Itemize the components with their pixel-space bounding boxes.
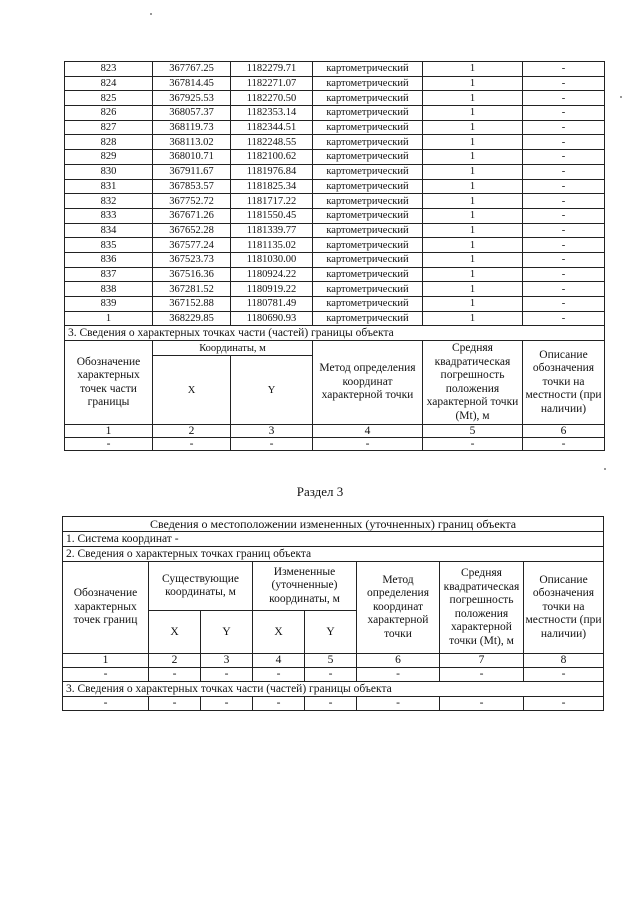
description-cell: - — [523, 150, 605, 165]
coord-y: 1182279.71 — [231, 62, 313, 77]
table2-section3-title: 3. Сведения о характерных точках части (частей) границы объекта — [63, 682, 604, 697]
point-number: 830 — [65, 164, 153, 179]
dash-cell: - — [440, 668, 524, 682]
coord-x: 367752.72 — [153, 194, 231, 209]
header-y: Y — [231, 356, 313, 425]
point-number: 835 — [65, 238, 153, 253]
dash-cell: - — [253, 668, 305, 682]
table-row — [65, 135, 605, 150]
dash-cell: - — [524, 668, 604, 682]
method-cell: картометрический — [313, 150, 423, 165]
coord-x: 367523.73 — [153, 252, 231, 267]
header-description: Описание обозначения точки на местности (при наличии) — [523, 341, 605, 425]
accuracy-cell: 1 — [423, 223, 523, 238]
description-cell: - — [523, 194, 605, 209]
coord-y: 1181135.02 — [231, 238, 313, 253]
point-number: 839 — [65, 297, 153, 312]
table2-title-row — [63, 517, 604, 532]
table-row — [65, 91, 605, 106]
method-cell: картометрический — [313, 194, 423, 209]
description-cell: - — [523, 238, 605, 253]
dash-cell: - — [523, 438, 605, 451]
col-number: 6 — [357, 654, 440, 668]
description-cell: - — [523, 91, 605, 106]
table-row — [65, 62, 605, 77]
table-row — [65, 267, 605, 282]
point-number: 823 — [65, 62, 153, 77]
description-cell: - — [523, 223, 605, 238]
table-row — [65, 238, 605, 253]
header-changed-x: X — [253, 611, 305, 654]
description-cell: - — [523, 297, 605, 312]
method-cell: картометрический — [313, 91, 423, 106]
table2-title: Сведения о местоположении измененных (уточненных) границ объекта — [63, 517, 604, 532]
coord-x: 367911.67 — [153, 164, 231, 179]
col-number: 6 — [523, 425, 605, 438]
table1-header-row1 — [65, 341, 605, 356]
table-row — [65, 164, 605, 179]
coord-x: 367577.24 — [153, 238, 231, 253]
accuracy-cell: 1 — [423, 179, 523, 194]
method-cell: картометрический — [313, 297, 423, 312]
coord-x: 367925.53 — [153, 91, 231, 106]
point-number: 829 — [65, 150, 153, 165]
coord-y: 1180924.22 — [231, 267, 313, 282]
dash-cell: - — [313, 438, 423, 451]
description-cell: - — [523, 120, 605, 135]
coord-x: 367853.57 — [153, 179, 231, 194]
description-cell: - — [523, 76, 605, 91]
dash-cell: - — [149, 697, 201, 711]
coord-x: 368119.73 — [153, 120, 231, 135]
table-row — [65, 106, 605, 121]
point-number: 837 — [65, 267, 153, 282]
header-coordinates: Координаты, м — [153, 341, 313, 356]
table1-number-row — [65, 425, 605, 438]
table-row — [65, 252, 605, 267]
table-row — [65, 223, 605, 238]
table-row — [65, 297, 605, 312]
coord-y: 1181030.00 — [231, 252, 313, 267]
accuracy-cell: 1 — [423, 267, 523, 282]
header-changed-coords: Измененные (уточненные) координаты, м — [253, 562, 357, 611]
coord-x: 367671.26 — [153, 208, 231, 223]
dash-cell: - — [440, 697, 524, 711]
dash-cell: - — [357, 697, 440, 711]
table-row — [65, 208, 605, 223]
dash-cell: - — [305, 668, 357, 682]
accuracy-cell: 1 — [423, 208, 523, 223]
description-cell: - — [523, 311, 605, 326]
point-number: 832 — [65, 194, 153, 209]
method-cell: картометрический — [313, 179, 423, 194]
coord-x: 367814.45 — [153, 76, 231, 91]
coord-y: 1182270.50 — [231, 91, 313, 106]
description-cell: - — [523, 62, 605, 77]
method-cell: картометрический — [313, 120, 423, 135]
accuracy-cell: 1 — [423, 238, 523, 253]
scan-speck — [604, 468, 606, 470]
coord-y: 1182248.55 — [231, 135, 313, 150]
method-cell: картометрический — [313, 223, 423, 238]
dash-cell: - — [63, 668, 149, 682]
description-cell: - — [523, 164, 605, 179]
accuracy-cell: 1 — [423, 311, 523, 326]
accuracy-cell: 1 — [423, 282, 523, 297]
point-number: 833 — [65, 208, 153, 223]
coord-x: 367516.36 — [153, 267, 231, 282]
description-cell: - — [523, 179, 605, 194]
dash-cell: - — [305, 697, 357, 711]
description-cell: - — [523, 282, 605, 297]
col-number: 2 — [149, 654, 201, 668]
table-row — [65, 76, 605, 91]
dash-cell: - — [524, 697, 604, 711]
coord-x: 368010.71 — [153, 150, 231, 165]
header-method: Метод определения координат характерной точки — [357, 562, 440, 654]
table2-header-row1 — [63, 562, 604, 611]
col-number: 3 — [231, 425, 313, 438]
col-number: 4 — [313, 425, 423, 438]
coord-x: 367767.25 — [153, 62, 231, 77]
dash-cell: - — [253, 697, 305, 711]
header-method: Метод определения координат характерной точки — [313, 341, 423, 425]
method-cell: картометрический — [313, 282, 423, 297]
method-cell: картометрический — [313, 208, 423, 223]
col-number: 5 — [423, 425, 523, 438]
accuracy-cell: 1 — [423, 120, 523, 135]
point-number: 827 — [65, 120, 153, 135]
accuracy-cell: 1 — [423, 297, 523, 312]
description-cell: - — [523, 208, 605, 223]
point-number: 826 — [65, 106, 153, 121]
dash-cell: - — [231, 438, 313, 451]
coord-y: 1181976.84 — [231, 164, 313, 179]
table-row — [65, 194, 605, 209]
header-existing-y: Y — [201, 611, 253, 654]
description-cell: - — [523, 252, 605, 267]
section2-title: 2. Сведения о характерных точках границ объекта — [63, 547, 604, 562]
point-number: 834 — [65, 223, 153, 238]
col-number: 4 — [253, 654, 305, 668]
dash-cell: - — [153, 438, 231, 451]
table-row — [65, 120, 605, 135]
scan-speck — [150, 13, 152, 15]
point-number: 1 — [65, 311, 153, 326]
coord-y: 1182353.14 — [231, 106, 313, 121]
col-number: 7 — [440, 654, 524, 668]
header-existing-coords: Существующие координаты, м — [149, 562, 253, 611]
accuracy-cell: 1 — [423, 164, 523, 179]
accuracy-cell: 1 — [423, 252, 523, 267]
accuracy-cell: 1 — [423, 135, 523, 150]
method-cell: картометрический — [313, 76, 423, 91]
point-number: 836 — [65, 252, 153, 267]
point-number: 828 — [65, 135, 153, 150]
header-point-name: Обозначение характерных точек границ — [63, 562, 149, 654]
table2-section3-row — [63, 682, 604, 697]
method-cell: картометрический — [313, 135, 423, 150]
accuracy-cell: 1 — [423, 76, 523, 91]
coord-system-label: 1. Система координат - — [63, 532, 604, 547]
method-cell: картометрический — [313, 164, 423, 179]
coord-y: 1181339.77 — [231, 223, 313, 238]
dash-cell: - — [63, 697, 149, 711]
dash-cell: - — [357, 668, 440, 682]
coord-y: 1181825.34 — [231, 179, 313, 194]
accuracy-cell: 1 — [423, 194, 523, 209]
dash-cell: - — [423, 438, 523, 451]
coord-y: 1180690.93 — [231, 311, 313, 326]
section2-title-row — [63, 547, 604, 562]
dash-cell: - — [65, 438, 153, 451]
method-cell: картометрический — [313, 62, 423, 77]
accuracy-cell: 1 — [423, 62, 523, 77]
col-number: 1 — [63, 654, 149, 668]
table-row — [65, 311, 605, 326]
accuracy-cell: 1 — [423, 150, 523, 165]
header-x: X — [153, 356, 231, 425]
coordinates-table-continuation — [64, 61, 605, 451]
header-accuracy: Средняя квадратическая погрешность положения характерной точки (Mt), м — [440, 562, 524, 654]
col-number: 5 — [305, 654, 357, 668]
point-number: 831 — [65, 179, 153, 194]
accuracy-cell: 1 — [423, 106, 523, 121]
coord-y: 1182271.07 — [231, 76, 313, 91]
col-number: 8 — [524, 654, 604, 668]
coord-y: 1181550.45 — [231, 208, 313, 223]
description-cell: - — [523, 135, 605, 150]
table2-dash-row2 — [63, 697, 604, 711]
col-number: 3 — [201, 654, 253, 668]
section3-title: 3. Сведения о характерных точках части (частей) границы объекта — [65, 326, 605, 341]
coord-y: 1181717.22 — [231, 194, 313, 209]
point-number: 825 — [65, 91, 153, 106]
coord-x: 367281.52 — [153, 282, 231, 297]
table1-dash-row — [65, 438, 605, 451]
point-number: 838 — [65, 282, 153, 297]
header-existing-x: X — [149, 611, 201, 654]
coord-y: 1182344.51 — [231, 120, 313, 135]
coord-x: 368113.02 — [153, 135, 231, 150]
dash-cell: - — [149, 668, 201, 682]
dash-cell: - — [201, 697, 253, 711]
changed-boundaries-table — [62, 516, 604, 711]
description-cell: - — [523, 106, 605, 121]
coord-x: 367152.88 — [153, 297, 231, 312]
accuracy-cell: 1 — [423, 91, 523, 106]
header-point-name: Обозначение характерных точек части границы — [65, 341, 153, 425]
table-row — [65, 150, 605, 165]
method-cell: картометрический — [313, 106, 423, 121]
method-cell: картометрический — [313, 311, 423, 326]
table-row — [65, 179, 605, 194]
dash-cell: - — [201, 668, 253, 682]
coord-y: 1182100.62 — [231, 150, 313, 165]
coord-x: 368057.37 — [153, 106, 231, 121]
scan-speck — [620, 96, 622, 98]
table2-number-row — [63, 654, 604, 668]
method-cell: картометрический — [313, 267, 423, 282]
coord-x: 367652.28 — [153, 223, 231, 238]
section-heading: Раздел 3 — [296, 484, 344, 499]
col-number: 2 — [153, 425, 231, 438]
method-cell: картометрический — [313, 252, 423, 267]
header-description: Описание обозначения точки на местности (при наличии) — [524, 562, 604, 654]
col-number: 1 — [65, 425, 153, 438]
description-cell: - — [523, 267, 605, 282]
method-cell: картометрический — [313, 238, 423, 253]
header-changed-y: Y — [305, 611, 357, 654]
header-accuracy: Средняя квадратическая погрешность положения характерной точки (Mt), м — [423, 341, 523, 425]
coord-y: 1180781.49 — [231, 297, 313, 312]
section3-title-row — [65, 326, 605, 341]
coord-y: 1180919.22 — [231, 282, 313, 297]
table-row — [65, 282, 605, 297]
point-number: 824 — [65, 76, 153, 91]
coord-x: 368229.85 — [153, 311, 231, 326]
coord-system-row — [63, 532, 604, 547]
table2-dash-row — [63, 668, 604, 682]
